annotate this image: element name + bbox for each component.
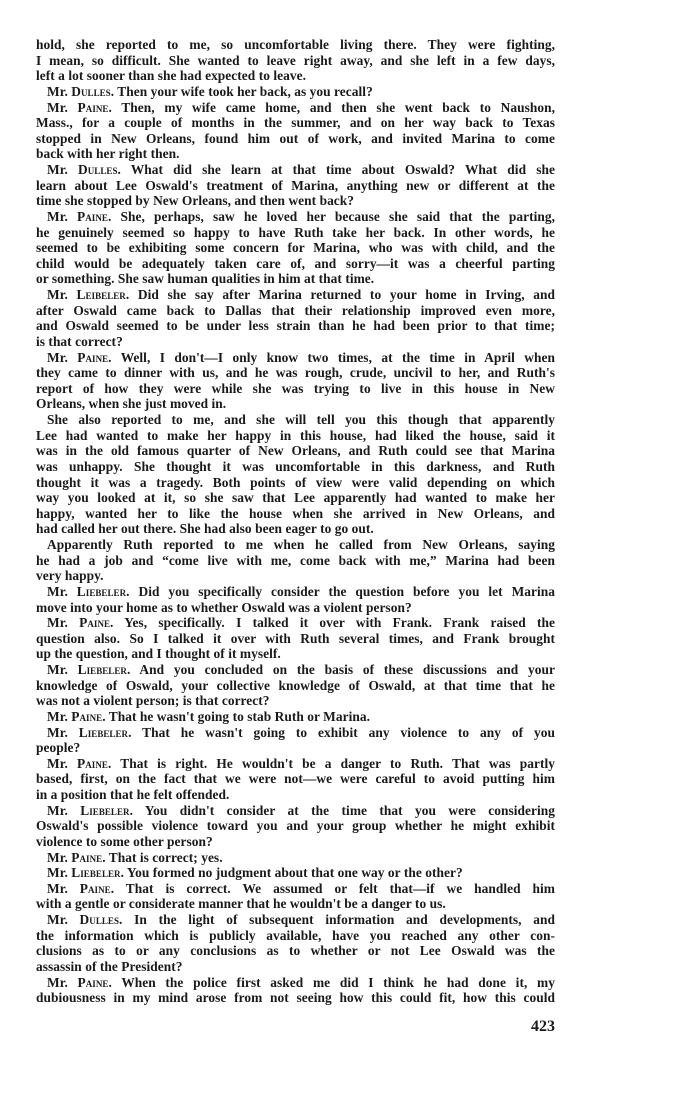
line-content <box>36 600 555 616</box>
text-line <box>36 943 555 959</box>
line-content: Mr. Paine. That is correct; yes. <box>47 849 223 865</box>
text-line <box>36 818 555 834</box>
line-content <box>36 631 555 647</box>
speaker-name: Dulles <box>78 162 118 177</box>
speaker-name: Liebeler <box>77 662 127 677</box>
speaker-prefix: Mr. <box>47 849 72 865</box>
line-content <box>36 787 555 803</box>
speaker-name: Liebeler <box>80 802 130 818</box>
speaker-name: Paine <box>77 99 109 115</box>
line-content: Mr. Liebeler. Did you specifically consider the question before you let Marina <box>47 583 556 599</box>
text-line <box>36 146 555 162</box>
text-line <box>36 584 555 600</box>
text-line <box>36 53 555 69</box>
line-content: Mr. Dulles. What did she learn at that time about Oswald? What did she <box>47 162 555 177</box>
text-line <box>36 131 555 147</box>
text-line <box>36 490 555 506</box>
text-line <box>36 209 555 225</box>
speaker-name: Paine <box>71 849 103 865</box>
line-content <box>36 53 555 69</box>
line-text: What did she learn at that time about Oswald? What did she <box>130 162 555 177</box>
narrative-paragraph <box>36 37 555 84</box>
line-text: or something. She saw human qualities in him at that time. <box>36 271 375 287</box>
text-line <box>36 959 555 975</box>
speaker-prefix: Mr. <box>47 583 77 599</box>
text-line <box>36 412 555 428</box>
line-text: question also. So I talked it over with Ruth several times, and Frank brought <box>36 630 555 646</box>
text-line <box>36 553 555 569</box>
text-line <box>36 740 555 756</box>
line-content <box>36 818 555 834</box>
line-content: Mr. Dulles. Then your wife took her back, as you recall? <box>47 83 373 99</box>
testimony-paragraph <box>36 865 555 881</box>
line-text: assassin of the President? <box>36 958 183 974</box>
speaker-prefix: Mr. <box>47 162 79 177</box>
text-line <box>36 834 555 850</box>
line-text: up the question, and I thought of it myself. <box>36 646 281 662</box>
testimony-paragraph <box>36 615 555 662</box>
speaker-name: Paine <box>77 349 109 365</box>
testimony-paragraph <box>36 287 555 350</box>
speaker-name: Liebeler <box>76 583 127 599</box>
testimony-paragraph <box>36 662 555 709</box>
speaker-prefix: Mr. <box>47 974 78 990</box>
speaker-prefix: Mr. <box>47 349 78 365</box>
line-text: Then your wife took her back, as you recall? <box>117 83 373 99</box>
line-text: clusions as to or any conclusions as to whether or not Lee Oswald was the <box>36 943 555 959</box>
text-line <box>36 115 555 131</box>
line-content <box>36 396 555 412</box>
line-content <box>36 740 555 756</box>
text-line <box>36 443 555 459</box>
text-line <box>36 68 555 84</box>
line-text: dubiousness in my mind arose from not seeing how this could fit, how this could <box>36 990 555 1006</box>
line-content: Mr. Paine. When the police first asked me did I think he had done it, my <box>47 974 555 990</box>
text-line <box>36 975 555 991</box>
line-text: That is correct. We assumed or felt that—if we handled him <box>125 880 555 896</box>
line-text: very happy. <box>36 568 104 584</box>
line-text: That he wasn't going to exhibit any violence to any of you <box>142 724 555 740</box>
speaker-name: Paine <box>77 974 109 990</box>
narrative-paragraph <box>36 537 555 584</box>
line-text: Apparently Ruth reported to me when he called from New Orleans, saying <box>47 537 555 552</box>
text-line <box>36 646 555 662</box>
speaker-prefix: Mr. <box>47 615 80 631</box>
text-line <box>36 896 555 912</box>
text-line <box>36 475 555 491</box>
narrative-paragraph <box>36 412 555 537</box>
line-text: learn about Lee Oswald's treatment of Marina, anything new or different at the <box>36 177 555 193</box>
line-text: Yes, specifically. I talked it over with Frank. Frank raised the <box>124 615 555 631</box>
testimony-paragraph <box>36 584 555 615</box>
line-text: Orleans, when she just moved in. <box>36 396 227 412</box>
line-content <box>36 646 555 662</box>
text-line <box>36 662 555 678</box>
speaker-prefix: Mr. <box>47 208 77 224</box>
line-content <box>36 896 555 912</box>
line-content <box>36 490 555 506</box>
text-line <box>36 693 555 709</box>
text-line <box>36 37 555 53</box>
line-text: people? <box>36 740 81 756</box>
speaker-prefix: Mr. <box>47 287 77 302</box>
line-content <box>36 178 555 194</box>
text-line <box>36 256 555 272</box>
text-line <box>36 271 555 287</box>
line-text: time she stopped by New Orleans, and then went back? <box>36 193 355 209</box>
line-content <box>36 959 555 975</box>
text-line <box>36 240 555 256</box>
text-line <box>36 459 555 475</box>
line-content <box>36 334 555 350</box>
line-content <box>36 834 555 850</box>
line-content <box>36 115 555 131</box>
speaker-name: Liebeler <box>78 724 129 740</box>
testimony-paragraph <box>36 975 555 1006</box>
speaker-prefix: Mr. <box>47 662 78 677</box>
speaker-name: Paine <box>79 615 111 631</box>
text-line <box>36 365 555 381</box>
line-text: And you concluded on the basis of these discussions and your <box>139 662 555 677</box>
line-content <box>36 37 555 53</box>
speaker-prefix: Mr. <box>47 708 72 724</box>
line-content <box>36 256 555 272</box>
speaker-prefix: Mr. <box>47 912 80 927</box>
speaker-name: Paine <box>77 755 108 771</box>
line-text: Then, my wife came home, and then she went back to Naushon, <box>121 99 555 115</box>
testimony-paragraph <box>36 709 555 725</box>
text-line <box>36 928 555 944</box>
speaker-name: Paine <box>77 208 108 224</box>
testimony-paragraph <box>36 725 555 756</box>
line-content <box>36 990 555 1006</box>
line-text: was unhappy. She thought it was uncomfortable in this darkness, and Ruth <box>36 458 555 474</box>
text-line <box>36 771 555 787</box>
line-text: was in the old famous quarter of New Orleans, and Ruth could see that Marina <box>36 443 555 459</box>
line-content <box>47 412 555 428</box>
line-content <box>36 271 555 287</box>
line-text: Well, I don't—I only know two times, at the time in April when <box>120 349 555 365</box>
line-content: Mr. Paine. She, perhaps, saw he loved her because she said that the parting, <box>47 208 555 224</box>
line-text: She also reported to me, and she will tell you this though that apparently <box>47 412 555 427</box>
testimony-paragraph <box>36 209 555 287</box>
line-text: Lee had wanted to make her happy in this house, had liked the house, said it <box>36 427 555 443</box>
line-text: Oswald's possible violence toward you and your group whether he might exhibit <box>36 818 555 834</box>
line-text: is that correct? <box>36 333 123 349</box>
text-line <box>36 381 555 397</box>
testimony-paragraph <box>36 84 555 100</box>
speaker-name: Dulles <box>79 912 120 927</box>
text-line <box>36 615 555 631</box>
line-content <box>36 521 555 537</box>
line-text: happy, wanted her to like the house when she arrived in New Orleans, and <box>36 505 555 521</box>
line-text: That is correct; yes. <box>108 849 223 865</box>
line-content <box>36 506 555 522</box>
text-line <box>36 162 555 178</box>
line-content <box>36 443 555 459</box>
line-content <box>36 318 555 334</box>
line-text: violence to some other person? <box>36 833 213 849</box>
line-content: Mr. Dulles. In the light of subsequent information and developments, and <box>47 912 556 927</box>
text-line <box>36 678 555 694</box>
speaker-name: Dulles <box>71 83 111 99</box>
line-content: Mr. Paine. That is right. He wouldn't be a danger to Ruth. That was partly <box>47 755 555 771</box>
line-text: hold, she reported to me, so uncomfortable living there. They were fighting, <box>36 37 555 52</box>
text-line <box>36 881 555 897</box>
line-text: thought it was a tragedy. Both points of view were valid depending on which <box>36 474 555 490</box>
line-text: he had a job and “come live with me, come back with me,” Marina had been <box>36 552 555 568</box>
line-content: Mr. Paine. Well, I don't—I only know two times, at the time in April when <box>47 349 555 365</box>
text-line <box>36 506 555 522</box>
line-content <box>36 381 555 397</box>
text-line <box>36 990 555 1006</box>
text-line <box>36 709 555 725</box>
line-text: Mass., for a couple of months in the summer, and on her way back to Texas <box>36 115 555 131</box>
page-number: 423 <box>531 1018 555 1035</box>
line-text: stopped in New Orleans, found him out of work, and invited Marina to come <box>36 130 555 146</box>
text-line <box>36 350 555 366</box>
line-text: Did she say after Marina returned to your home in Irving, and <box>137 287 556 302</box>
speaker-prefix: Mr. <box>47 865 72 881</box>
line-text: She, perhaps, saw he loved her because she said that the parting, <box>120 208 555 224</box>
text-line <box>36 225 555 241</box>
line-content: Mr. Liebeler. You didn't consider at the time that you were considering <box>47 802 555 818</box>
line-text: knowledge of Oswald, your collective knowledge of Oswald, at that time that he <box>36 677 555 693</box>
line-text: in a position that he felt offended. <box>36 787 230 802</box>
line-content: Mr. Liebeler. And you concluded on the basis of these discussions and your <box>47 662 555 677</box>
text-line <box>36 396 555 412</box>
line-text: way you looked at it, so she saw that Lee apparently had wanted to make her <box>36 490 555 506</box>
line-text: had called her out there. She had also been eager to go out. <box>36 521 374 537</box>
speaker-prefix: Mr. <box>47 802 81 818</box>
line-content <box>36 943 555 959</box>
line-text: report of how they were while she was trying to live in this house in New <box>36 380 555 396</box>
line-text: That is right. He wouldn't be a danger to Ruth. That was partly <box>120 755 555 771</box>
line-text: child would be adequately taken care of, and sorry—it was a cheerful parting <box>36 255 555 271</box>
line-content <box>36 553 555 569</box>
line-content <box>47 537 555 553</box>
line-text: with a gentle or considerate manner that he wouldn't be a danger to us. <box>36 896 446 912</box>
line-content <box>36 365 555 381</box>
text-line <box>36 850 555 866</box>
text-line <box>36 84 555 100</box>
line-text: Did you specifically consider the question before you let Marina <box>138 583 556 599</box>
line-text: That he wasn't going to stab Ruth or Marina. <box>108 708 370 724</box>
speaker-name: Leibeler <box>76 287 126 302</box>
line-content <box>36 693 555 709</box>
line-content <box>36 68 555 84</box>
line-content <box>36 131 555 147</box>
testimony-paragraph <box>36 350 555 413</box>
line-content <box>36 459 555 475</box>
line-content <box>36 568 555 584</box>
testimony-paragraph <box>36 162 555 209</box>
text-line <box>36 725 555 741</box>
line-content <box>36 240 555 256</box>
text-line <box>36 334 555 350</box>
line-text: they came to dinner with us, and he was rough, crude, uncivil to her, and Ruth's <box>36 365 555 381</box>
line-text: When the police first asked me did I think he had done it, my <box>121 974 555 990</box>
line-content: Mr. Paine. That is correct. We assumed or felt that—if we handled him <box>47 880 555 896</box>
line-text: In the light of subsequent information and developments, and <box>134 912 556 927</box>
speaker-name: Paine <box>71 708 103 724</box>
speaker-prefix: Mr. <box>47 99 78 115</box>
speaker-prefix: Mr. <box>47 755 77 771</box>
line-text: the information which is publicly available, have you reached any other con- <box>36 927 555 943</box>
line-text: seemed to be exhibiting some concern for Marina, who was with child, and the <box>36 240 555 256</box>
speaker-name: Liebeler <box>71 865 121 881</box>
text-line <box>36 303 555 319</box>
text-line <box>36 803 555 819</box>
line-content <box>36 771 555 787</box>
line-content <box>36 475 555 491</box>
line-text: You didn't consider at the time that you were considering <box>144 802 555 818</box>
text-line <box>36 865 555 881</box>
line-content <box>36 225 555 241</box>
speaker-name: Paine <box>79 880 111 896</box>
text-line <box>36 568 555 584</box>
line-text: and Oswald seemed to be under less strain than he had been prior to that time; <box>36 318 555 334</box>
line-content <box>36 428 555 444</box>
line-content: Mr. Paine. Yes, specifically. I talked it over with Frank. Frank raised the <box>47 615 555 631</box>
line-content <box>36 928 555 944</box>
text-line <box>36 756 555 772</box>
text-line <box>36 537 555 553</box>
text-line <box>36 631 555 647</box>
line-text: left a lot sooner than she had expected to leave. <box>36 68 306 84</box>
testimony-paragraph <box>36 100 555 163</box>
text-line <box>36 100 555 116</box>
line-content: Mr. Paine. Then, my wife came home, and then she went back to Naushon, <box>47 99 555 115</box>
line-text: was not a violent person; is that correct? <box>36 693 270 709</box>
testimony-paragraph <box>36 803 555 850</box>
line-content <box>36 303 555 319</box>
line-text: You formed no judgment about that one way or the other? <box>126 865 463 881</box>
line-content <box>36 678 555 694</box>
line-text: I mean, so difficult. She wanted to leave right away, and she left in a few days, <box>36 52 555 68</box>
line-content: Mr. Liebeler. You formed no judgment about that one way or the other? <box>47 865 463 881</box>
text-line <box>36 912 555 928</box>
transcript-body <box>36 37 555 1006</box>
testimony-paragraph <box>36 912 555 975</box>
speaker-prefix: Mr. <box>47 83 72 99</box>
speaker-prefix: Mr. <box>47 880 80 896</box>
text-line <box>36 178 555 194</box>
line-content <box>36 193 555 209</box>
text-line <box>36 600 555 616</box>
line-content: Mr. Leibeler. Did she say after Marina returned to your home in Irving, and <box>47 287 556 302</box>
line-content: Mr. Paine. That he wasn't going to stab Ruth or Marina. <box>47 708 370 724</box>
line-text: back with her right then. <box>36 146 180 162</box>
line-text: based, first, on the fact that we were not—we were careful to avoid putting him <box>36 771 555 787</box>
line-content <box>36 146 555 162</box>
text-line <box>36 287 555 303</box>
line-text: he genuinely seemed so happy to have Ruth take her back. In other words, he <box>36 224 555 240</box>
testimony-paragraph <box>36 881 555 912</box>
text-line <box>36 318 555 334</box>
speaker-prefix: Mr. <box>47 724 79 740</box>
line-text: move into your home as to whether Oswald was a violent person? <box>36 599 412 615</box>
text-line <box>36 428 555 444</box>
testimony-paragraph <box>36 756 555 803</box>
line-text: after Oswald came back to Dallas that their relationship improved even more, <box>36 302 555 318</box>
line-content: Mr. Liebeler. That he wasn't going to exhibit any violence to any of you <box>47 724 555 740</box>
text-line <box>36 193 555 209</box>
text-line <box>36 521 555 537</box>
testimony-paragraph <box>36 850 555 866</box>
text-line <box>36 787 555 803</box>
